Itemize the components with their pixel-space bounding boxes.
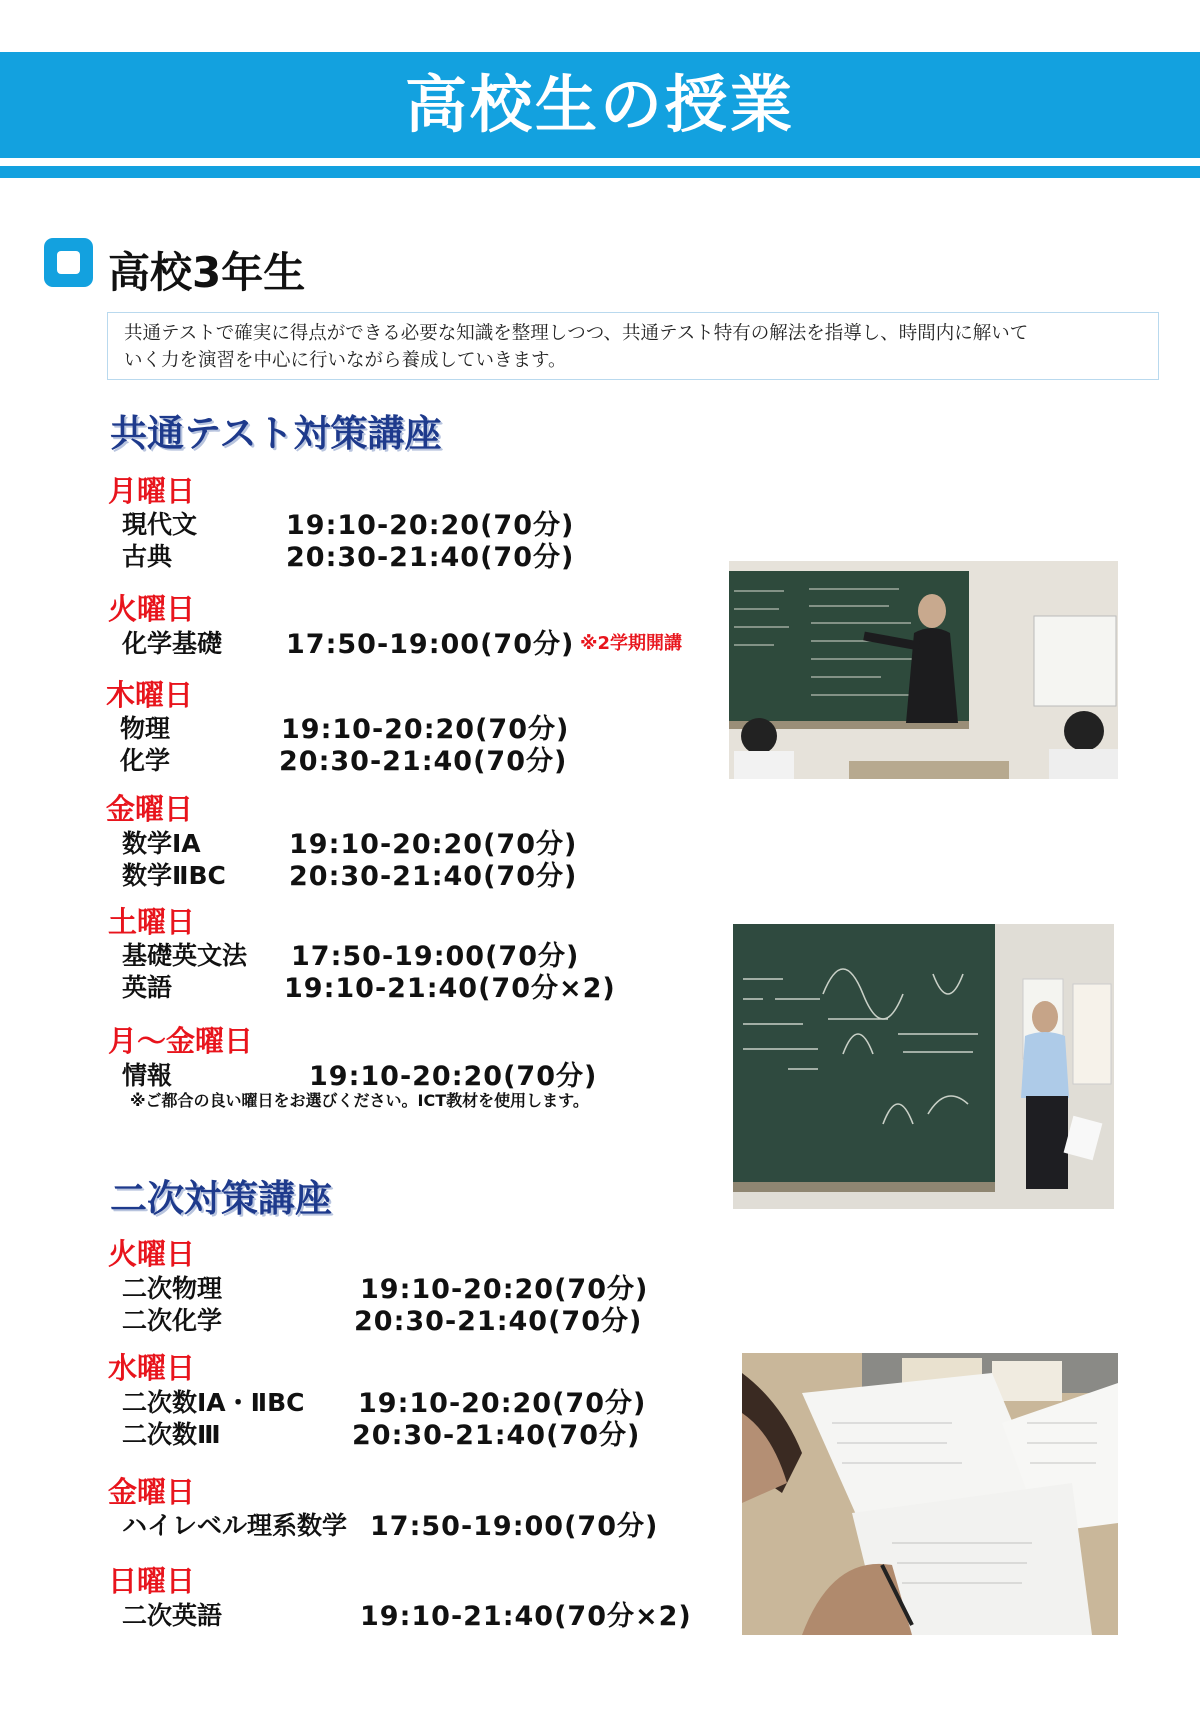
time-niji-butsuri: 19:10-20:20(70分)	[360, 1274, 649, 1305]
day-label-secondary-tue: 火曜日	[108, 1237, 196, 1271]
time-high-level-math: 17:50-19:00(70分)	[370, 1511, 659, 1542]
time-niji-eigo: 19:10-21:40(70分×2)	[360, 1601, 692, 1632]
subject-kagaku-kiso: 化学基礎	[122, 629, 223, 658]
subject-niji-math-1a-2bc: 二次数ⅠA・ⅡBC	[122, 1388, 305, 1417]
common-test-section-title: 共通テスト対策講座	[110, 412, 442, 455]
time-math-1a: 19:10-20:20(70分)	[289, 829, 578, 860]
time-kiso-eibunpo: 17:50-19:00(70分)	[291, 941, 580, 972]
subject-math-2bc: 数学ⅡBC	[122, 861, 226, 890]
time-kagaku-kiso: 17:50-19:00(70分)	[286, 629, 575, 660]
subject-high-level-math: ハイレベル理系数学	[122, 1511, 348, 1540]
subject-math-1a: 数学ⅠA	[122, 829, 201, 858]
day-label-weekday: 月～金曜日	[108, 1024, 254, 1058]
time-niji-math-3: 20:30-21:40(70分)	[352, 1420, 641, 1451]
page-title: 高校生の授業	[404, 68, 795, 141]
subject-niji-kagaku: 二次化学	[122, 1306, 223, 1335]
subject-eigo: 英語	[122, 973, 173, 1002]
subject-niji-math-3: 二次数Ⅲ	[122, 1420, 221, 1449]
intro-line-1: 共通テストで確実に得点ができる必要な知識を整理しつつ、共通テスト特有の解法を指導し、時間内に解いて	[124, 323, 1029, 344]
header-banner-line	[0, 166, 1200, 178]
time-kagaku: 20:30-21:40(70分)	[279, 746, 568, 777]
study-desk-photo	[742, 1353, 1118, 1635]
subject-niji-eigo: 二次英語	[122, 1601, 223, 1630]
time-koten: 20:30-21:40(70分)	[286, 542, 575, 573]
math-class-photo	[733, 924, 1114, 1209]
intro-line-2: いく力を演習を中心に行いながら養成していきます。	[124, 350, 567, 371]
day-label-secondary-wed: 水曜日	[108, 1351, 196, 1385]
subject-niji-butsuri: 二次物理	[122, 1274, 223, 1303]
time-eigo: 19:10-21:40(70分×2)	[284, 973, 616, 1004]
english-class-photo	[729, 561, 1118, 779]
time-joho: 19:10-20:20(70分)	[309, 1061, 598, 1092]
day-label-thu: 木曜日	[106, 678, 194, 712]
subject-koten: 古典	[122, 542, 173, 571]
time-niji-kagaku: 20:30-21:40(70分)	[354, 1306, 643, 1337]
subject-kiso-eibunpo: 基礎英文法	[122, 941, 248, 970]
grade-title: 高校3年生	[108, 248, 306, 297]
subject-gendaibun: 現代文	[122, 510, 198, 539]
subject-joho: 情報	[122, 1061, 173, 1090]
note-choose-day: ※ご都合の良い曜日をお選びください。ICT教材を使用します。	[130, 1091, 589, 1110]
time-butsuri: 19:10-20:20(70分)	[281, 714, 570, 745]
day-label-secondary-fri: 金曜日	[108, 1475, 196, 1509]
intro-box	[107, 312, 1159, 380]
day-label-mon: 月曜日	[108, 474, 196, 508]
subject-butsuri: 物理	[120, 714, 171, 743]
day-label-secondary-sun: 日曜日	[108, 1564, 196, 1598]
subject-kagaku: 化学	[120, 746, 171, 775]
square-bullet-icon	[44, 238, 93, 287]
secondary-section-title: 二次対策講座	[110, 1177, 332, 1220]
note-second-term: ※2学期開講	[580, 633, 683, 654]
time-math-2bc: 20:30-21:40(70分)	[289, 861, 578, 892]
time-gendaibun: 19:10-20:20(70分)	[286, 510, 575, 541]
day-label-fri: 金曜日	[106, 792, 194, 826]
time-niji-math-1a-2bc: 19:10-20:20(70分)	[358, 1388, 647, 1419]
day-label-sat: 土曜日	[108, 905, 196, 939]
day-label-tue: 火曜日	[108, 592, 196, 626]
